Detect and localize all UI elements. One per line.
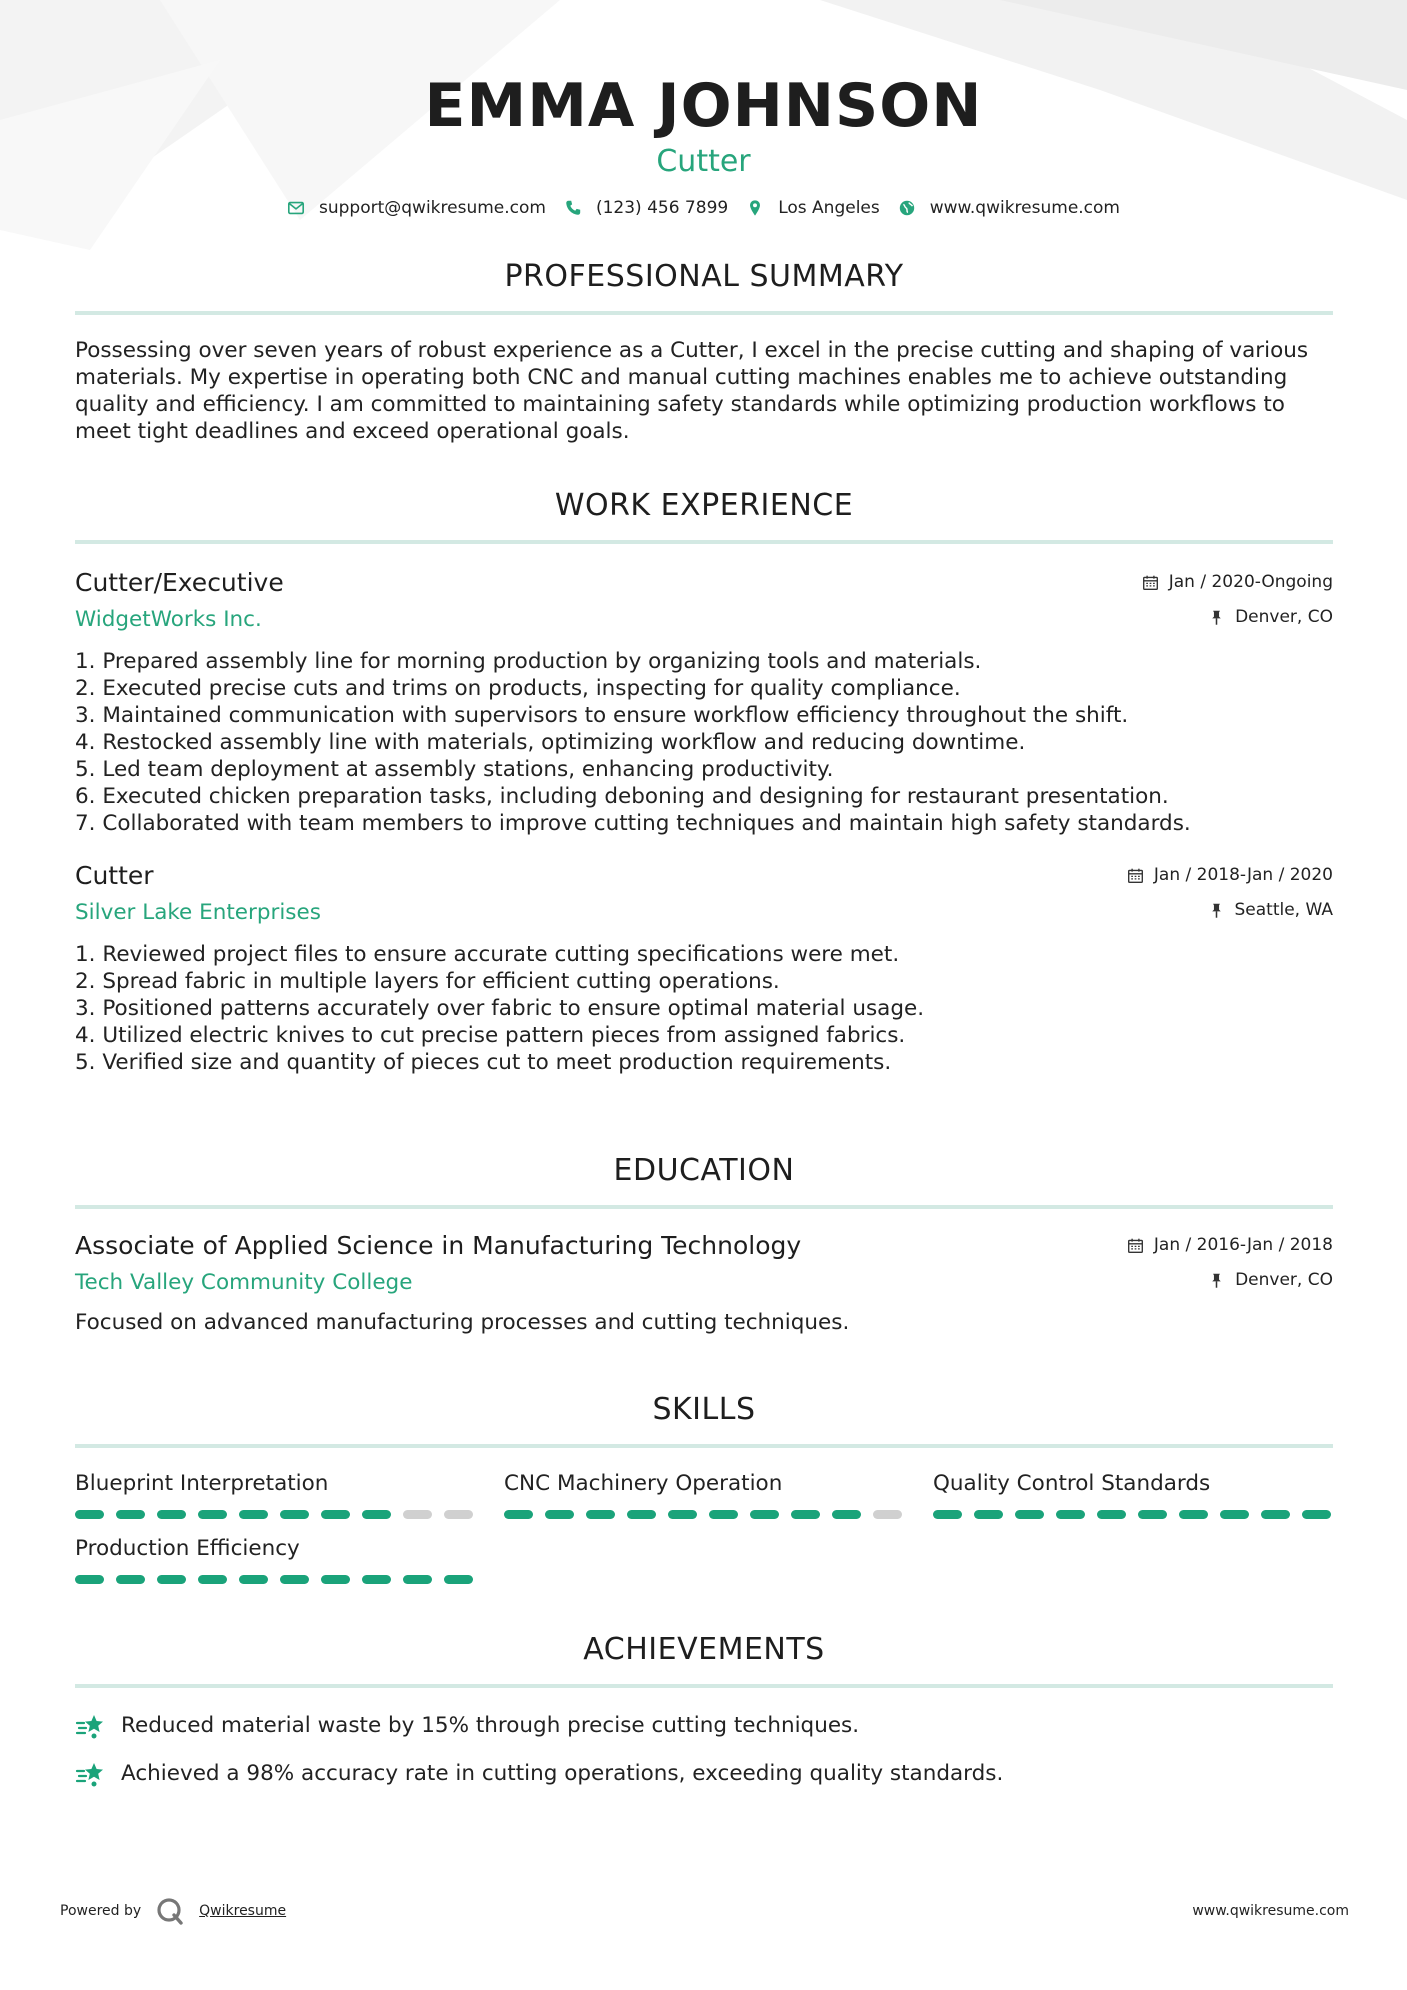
skill-segment-filled [75, 1510, 104, 1519]
list-item: 4. Utilized electric knives to cut precise pattern pieces from assigned fabrics. [75, 1023, 906, 1048]
skills-grid [75, 1470, 1333, 1584]
contact-email[interactable] [287, 198, 546, 218]
list-item: 7. Collaborated with team members to improve cutting techniques and maintain high safety standards. [75, 811, 1191, 836]
degree-title: Associate of Applied Science in Manufacturing Technology [75, 1231, 802, 1260]
list-item: 2. Executed precise cuts and trims on products, inspecting for quality compliance. [75, 676, 961, 701]
page-footer [60, 1896, 1349, 1926]
skill-segment-empty [873, 1510, 902, 1519]
skill-segment-filled [1138, 1510, 1167, 1519]
envelope-icon [287, 199, 305, 217]
job-title: Cutter [75, 861, 154, 890]
contact-bar [0, 198, 1407, 218]
summary-text: Possessing over seven years of robust experience as a Cutter, I excel in the precise cutting and shaping of various materials. My expertise in operating both CNC and manual cutting machines enables me to achieve outstanding quality and efficiency. I am committed to maintaining safety standards while optimizing production workflows to meet tight deadlines and exceed operational goals. [75, 338, 1309, 444]
skills-section [75, 1390, 1333, 1584]
skill-segment-filled [1056, 1510, 1085, 1519]
education-meta [1127, 1231, 1333, 1294]
website-text: www.qwikresume.com [929, 198, 1120, 218]
skill-level-bar [504, 1510, 904, 1519]
skill-segment-filled [791, 1510, 820, 1519]
section-divider [75, 540, 1333, 544]
education-section [75, 1151, 1333, 1337]
job-dates-text: Jan / 2018-Jan / 2020 [1153, 865, 1333, 885]
globe-icon [898, 199, 916, 217]
skill-item [75, 1470, 475, 1519]
skill-segment-filled [321, 1510, 350, 1519]
summary-section [75, 257, 1333, 445]
list-item: 1. Reviewed project files to ensure accurate cutting specifications were met. [75, 942, 900, 967]
skill-segment-filled [1302, 1510, 1331, 1519]
summary-title: PROFESSIONAL SUMMARY [504, 259, 904, 294]
list-item: 2. Spread fabric in multiple layers for efficient cutting operations. [75, 969, 780, 994]
skill-level-bar [75, 1575, 475, 1584]
achievement-text: Reduced material waste by 15% through precise cutting techniques. [121, 1713, 860, 1738]
qwikresume-logo-icon [155, 1896, 185, 1926]
skill-name: Blueprint Interpretation [75, 1471, 329, 1496]
job-dates [1142, 568, 1333, 596]
section-divider [75, 311, 1333, 315]
brand-link[interactable]: Qwikresume [199, 1903, 287, 1919]
skill-segment-filled [321, 1575, 350, 1584]
skill-segment-filled [1015, 1510, 1044, 1519]
skill-name: Production Efficiency [75, 1536, 300, 1561]
job-entry [75, 568, 1333, 837]
contact-phone[interactable] [564, 198, 728, 218]
location-text: Los Angeles [778, 198, 880, 218]
contact-website[interactable] [898, 198, 1120, 218]
list-item: 6. Executed chicken preparation tasks, including deboning and designing for restaurant presentation. [75, 784, 1169, 809]
section-divider [75, 1684, 1333, 1688]
calendar-icon [1142, 574, 1159, 591]
job-location [1127, 896, 1333, 924]
skill-segment-filled [586, 1510, 615, 1519]
skill-segment-filled [116, 1510, 145, 1519]
skill-segment-filled [709, 1510, 738, 1519]
candidate-role: Cutter [656, 144, 751, 179]
section-divider [75, 1444, 1333, 1448]
job-dates-text: Jan / 2020-Ongoing [1168, 572, 1333, 592]
skill-segment-empty [403, 1510, 432, 1519]
powered-by [60, 1896, 286, 1926]
job-location [1142, 603, 1333, 631]
skill-segment-filled [239, 1510, 268, 1519]
list-item: 5. Verified size and quantity of pieces cut to meet production requirements. [75, 1050, 892, 1075]
calendar-icon [1127, 867, 1144, 884]
skill-segment-filled [157, 1575, 186, 1584]
list-item: 4. Restocked assembly line with materials, optimizing workflow and reducing downtime. [75, 730, 1026, 755]
skill-segment-filled [1261, 1510, 1290, 1519]
job-bullets [75, 648, 1333, 837]
skill-segment-filled [116, 1575, 145, 1584]
footer-website[interactable]: www.qwikresume.com [1192, 1903, 1349, 1919]
trophy-star-icon [75, 1710, 107, 1742]
powered-by-label: Powered by [60, 1903, 142, 1919]
job-entry [75, 861, 1333, 1076]
skill-name: Quality Control Standards [933, 1471, 1211, 1496]
list-item [75, 1758, 1333, 1790]
contact-location [746, 198, 880, 218]
map-pin-icon [746, 199, 764, 217]
skill-segment-filled [403, 1575, 432, 1584]
job-location-text: Seattle, WA [1234, 900, 1333, 920]
experience-title: WORK EXPERIENCE [554, 488, 854, 523]
phone-icon [564, 199, 582, 217]
skill-item [933, 1470, 1333, 1519]
experience-section [75, 486, 1333, 1076]
list-item: 3. Maintained communication with supervisors to ensure workflow efficiency throughout the shift. [75, 703, 1129, 728]
skill-segment-filled [974, 1510, 1003, 1519]
skill-segment-filled [280, 1575, 309, 1584]
education-dates [1127, 1231, 1333, 1259]
skill-segment-filled [157, 1510, 186, 1519]
pushpin-icon [1208, 902, 1225, 919]
achievement-text: Achieved a 98% accuracy rate in cutting operations, exceeding quality standards. [121, 1761, 1004, 1786]
candidate-name: EMMA JOHNSON [424, 71, 983, 141]
skill-segment-filled [362, 1575, 391, 1584]
skill-segment-filled [750, 1510, 779, 1519]
skill-segment-filled [444, 1575, 473, 1584]
skill-segment-filled [627, 1510, 656, 1519]
skill-segment-filled [198, 1575, 227, 1584]
job-location-text: Denver, CO [1235, 607, 1333, 627]
phone-text: (123) 456 7899 [595, 198, 729, 218]
resume-header [0, 0, 1407, 218]
list-item: 5. Led team deployment at assembly stations, enhancing productivity. [75, 757, 834, 782]
skill-segment-filled [504, 1510, 533, 1519]
job-company: Silver Lake Enterprises [75, 900, 321, 925]
skill-segment-filled [280, 1510, 309, 1519]
email-text: support@qwikresume.com [319, 198, 546, 218]
pushpin-icon [1208, 1272, 1225, 1289]
list-item: 1. Prepared assembly line for morning production by organizing tools and materials. [75, 649, 982, 674]
job-bullets [75, 941, 1333, 1076]
skill-segment-filled [1097, 1510, 1126, 1519]
skill-segment-filled [198, 1510, 227, 1519]
skill-segment-filled [668, 1510, 697, 1519]
skill-segment-filled [239, 1575, 268, 1584]
skills-title: SKILLS [652, 1392, 756, 1427]
skill-segment-filled [933, 1510, 962, 1519]
list-item [75, 1710, 1333, 1742]
skill-name: CNC Machinery Operation [504, 1471, 783, 1496]
skill-segment-filled [75, 1575, 104, 1584]
skill-segment-filled [545, 1510, 574, 1519]
education-description: Focused on advanced manufacturing processes and cutting techniques. [75, 1310, 850, 1335]
education-dates-text: Jan / 2016-Jan / 2018 [1153, 1235, 1333, 1255]
achievements-section [75, 1630, 1333, 1790]
skill-level-bar [75, 1510, 475, 1519]
job-meta [1142, 568, 1333, 631]
job-company: WidgetWorks Inc. [75, 607, 262, 632]
skill-segment-filled [1179, 1510, 1208, 1519]
skill-item [75, 1535, 475, 1584]
skill-level-bar [933, 1510, 1333, 1519]
skill-segment-filled [832, 1510, 861, 1519]
skill-segment-filled [362, 1510, 391, 1519]
skill-item [504, 1470, 904, 1519]
job-meta [1127, 861, 1333, 924]
school-name: Tech Valley Community College [75, 1270, 413, 1295]
pushpin-icon [1208, 609, 1225, 626]
education-title: EDUCATION [613, 1153, 795, 1188]
section-divider [75, 1205, 1333, 1209]
education-location-text: Denver, CO [1235, 1270, 1333, 1290]
achievements-list [75, 1710, 1333, 1790]
skill-segment-empty [444, 1510, 473, 1519]
trophy-star-icon [75, 1758, 107, 1790]
skill-segment-filled [1220, 1510, 1249, 1519]
achievements-title: ACHIEVEMENTS [583, 1632, 825, 1667]
list-item: 3. Positioned patterns accurately over fabric to ensure optimal material usage. [75, 996, 925, 1021]
job-dates [1127, 861, 1333, 889]
job-title: Cutter/Executive [75, 568, 284, 597]
education-entry [75, 1231, 1333, 1337]
calendar-icon [1127, 1237, 1144, 1254]
education-location [1127, 1266, 1333, 1294]
